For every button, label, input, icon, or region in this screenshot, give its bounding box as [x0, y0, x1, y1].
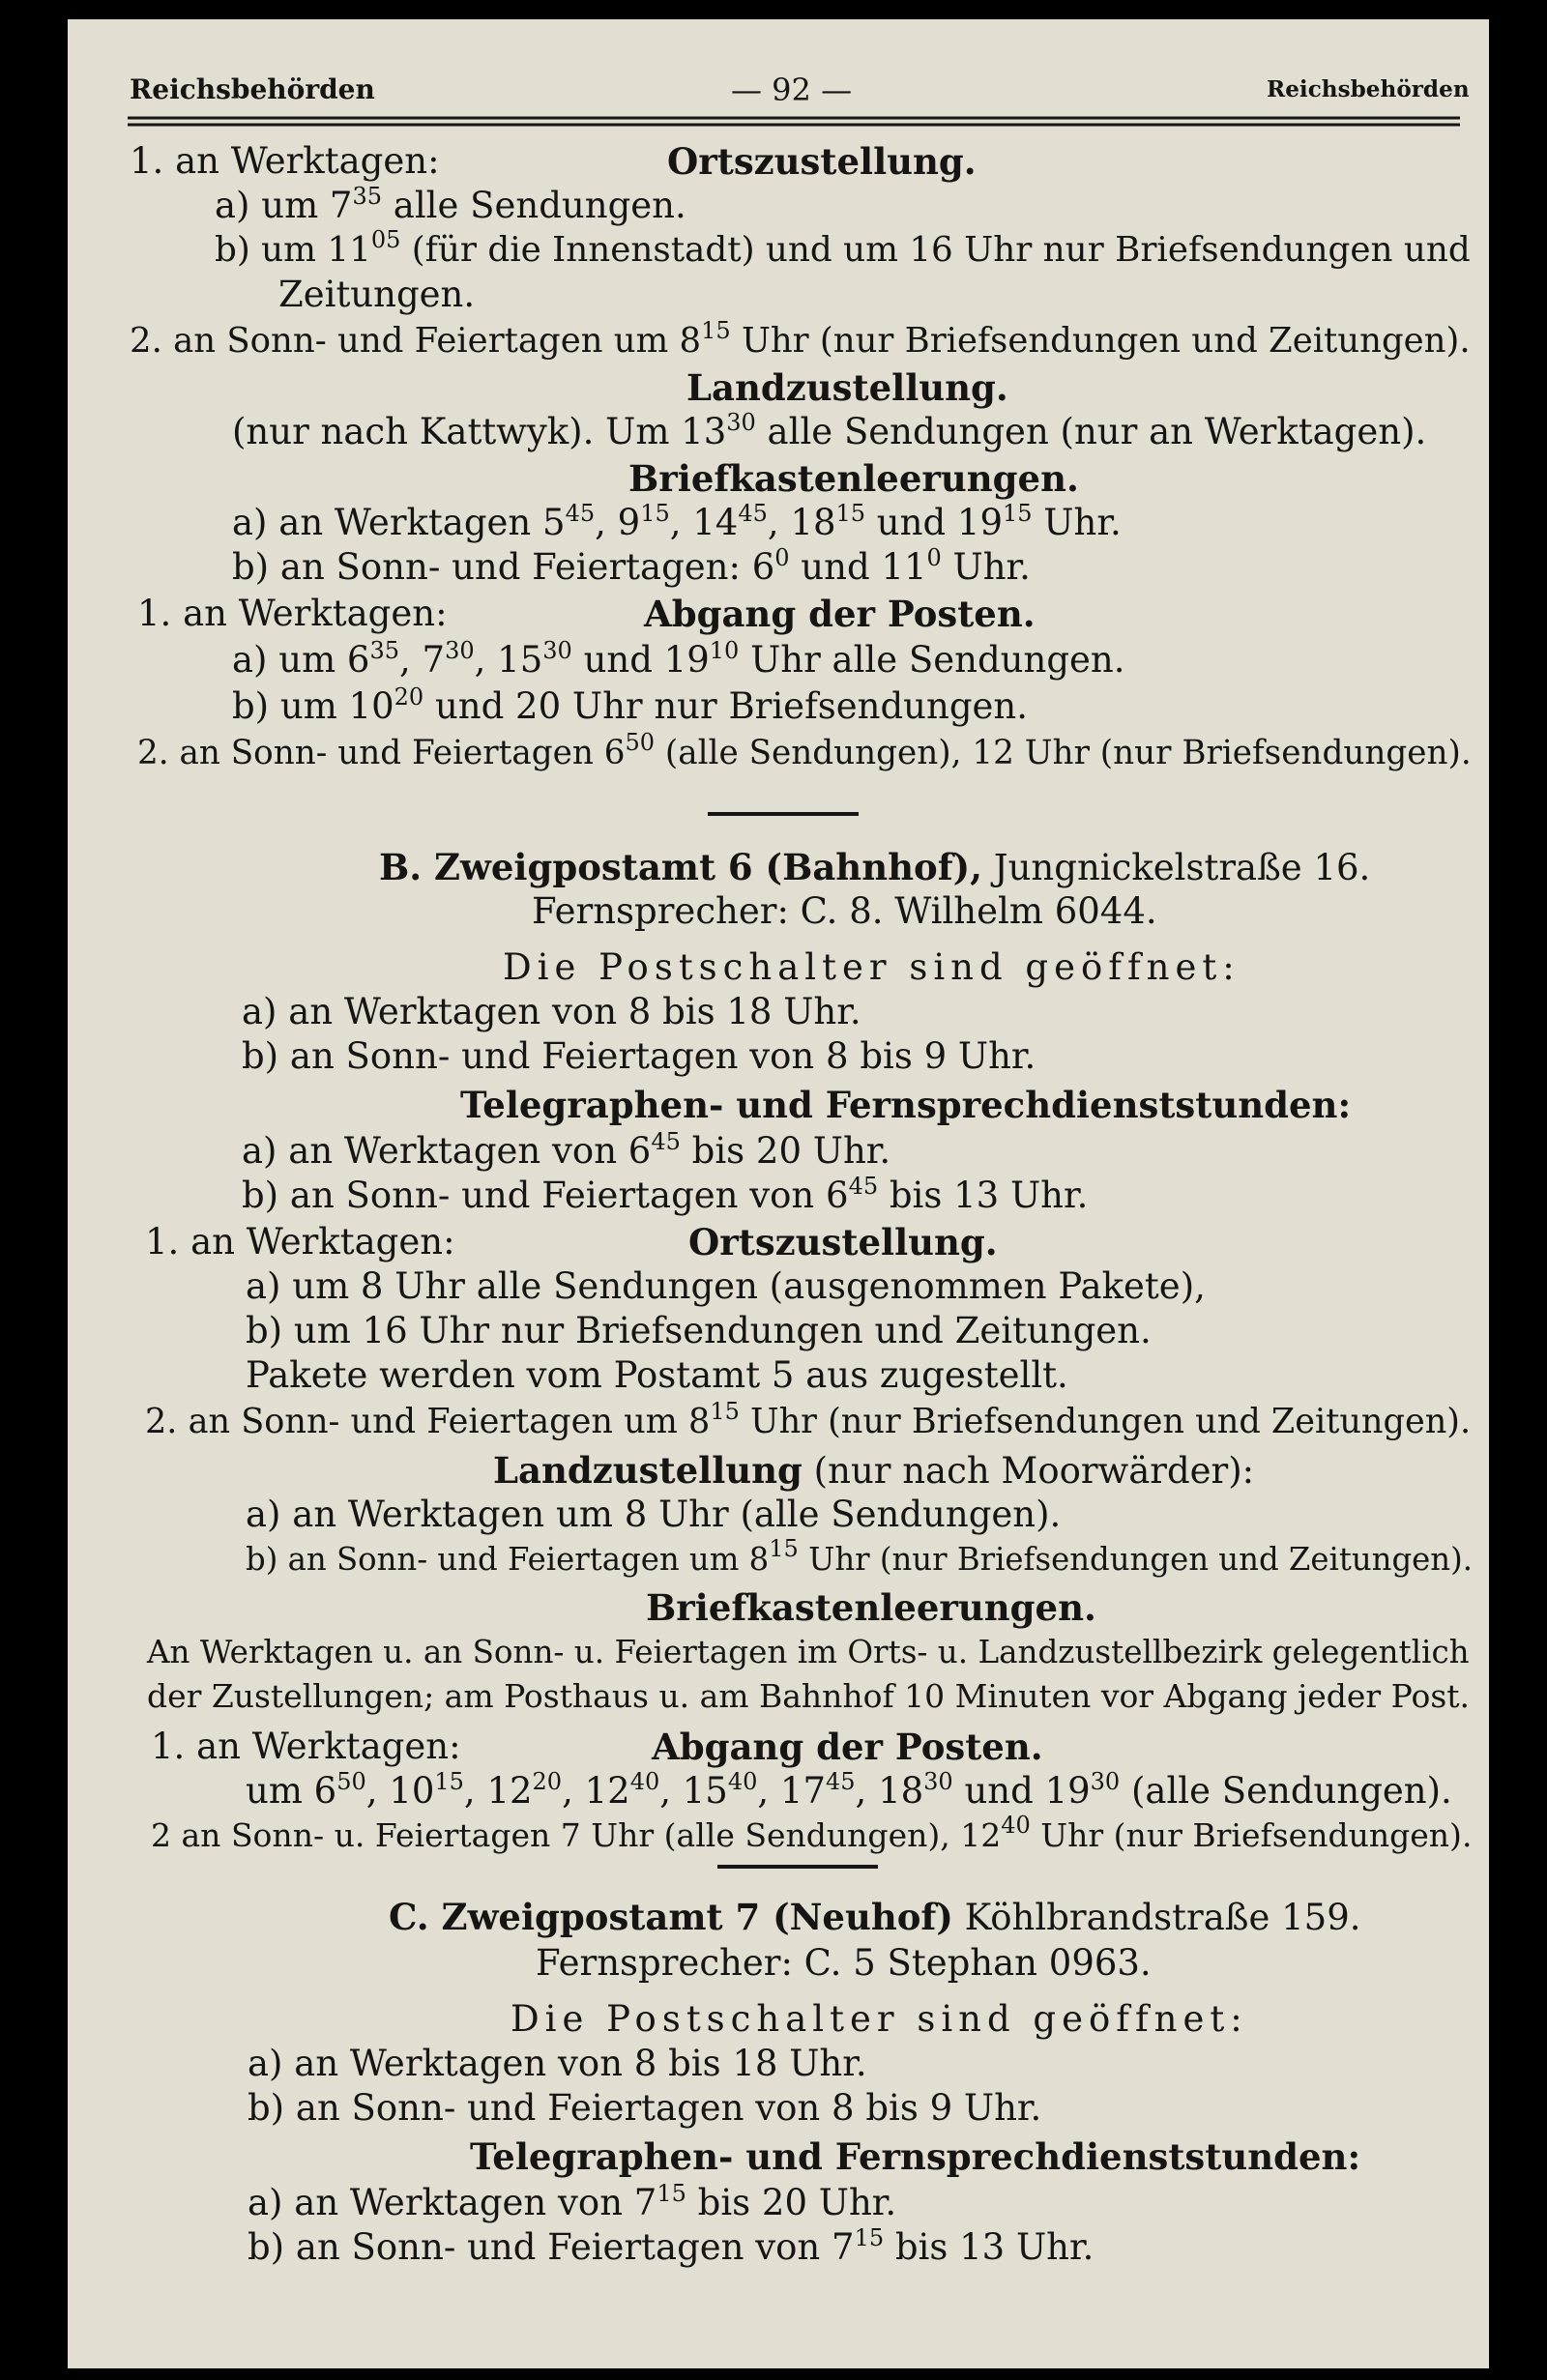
section-c-phone: Fernsprecher: C. 5 Stephan 0963.	[536, 1942, 1152, 1984]
text-line: b) um $10^{20}$ und 20 Uhr nur Briefsendungen.	[232, 683, 1028, 727]
text-line: a) an Werktagen von 8 bis 18 Uhr.	[242, 991, 861, 1032]
text-line: 2 an Sonn- u. Feiertagen 7 Uhr (alle Sendungen), $12^{40}$ Uhr (nur Briefsendungen).	[151, 1812, 1473, 1854]
heading-ortszustellung: Ortszustellung.	[688, 1221, 998, 1263]
heading-briefkastenleerungen: Briefkastenleerungen.	[628, 457, 1079, 500]
heading-briefkastenleerungen: Briefkastenleerungen.	[646, 1586, 1096, 1629]
delivery-weekdays-label: 1. an Werktagen:	[130, 140, 440, 182]
running-head-left: Reichsbehörden	[130, 73, 375, 105]
text-line: b) um 16 Uhr nur Briefsendungen und Zeitungen.	[246, 1310, 1152, 1351]
text-line: a) an Werktagen von $6^{45}$ bis 20 Uhr.	[242, 1128, 891, 1172]
text-line: b) an Sonn- und Feiertagen um $8^{15}$ Uhr (nur Briefsendungen und Zeitungen).	[246, 1535, 1474, 1578]
section-b-title: B. Zweigpostamt 6 (Bahnhof), Jungnickelstraße 16.	[379, 846, 1371, 888]
text-line: b) an Sonn- und Feiertagen: $6^0$ und $11^0$ Uhr.	[232, 544, 1031, 588]
heading-telegraphen: Telegraphen- und Fernsprechdienststunden:	[470, 2135, 1361, 2178]
landzustellung-line: Landzustellung (nur nach Moorwärder):	[493, 1449, 1255, 1492]
text-line: a) um $7^{35}$ alle Sendungen.	[215, 183, 686, 226]
text-line: b) an Sonn- und Feiertagen von $6^{45}$ bis 13 Uhr.	[242, 1173, 1089, 1216]
heading-telegraphen: Telegraphen- und Fernsprechdienststunden:	[460, 1084, 1352, 1126]
departure-weekdays-label: 1. an Werktagen:	[137, 593, 448, 634]
text-line: a) an Werktagen von $7^{15}$ bis 20 Uhr.	[248, 2180, 897, 2223]
heading-abgang-der-posten: Abgang der Posten.	[652, 1726, 1043, 1768]
text-line: Pakete werden vom Postamt 5 aus zugestellt.	[246, 1354, 1068, 1396]
text-line: 2. an Sonn- und Feiertagen um $8^{15}$ Uhr (nur Briefsendungen und Zeitungen).	[130, 317, 1471, 361]
section-c-title: C. Zweigpostamt 7 (Neuhof) Köhlbrandstraße 159.	[389, 1896, 1361, 1938]
document-page	[68, 19, 1489, 2368]
text-line: um $6^{50}$, $10^{15}$, $12^{20}$, $12^{40}$, $15^{40}$, $17^{45}$, $18^{30}$ und $19^{30}$ (alle Sendungen).	[246, 1768, 1452, 1812]
heading-abgang-der-posten: Abgang der Posten.	[644, 593, 1036, 635]
departure-weekdays-label: 1. an Werktagen:	[151, 1726, 461, 1767]
text-line: b) an Sonn- und Feiertagen von 8 bis 9 Uhr.	[242, 1035, 1036, 1077]
text-line: b) an Sonn- und Feiertagen von $7^{15}$ bis 13 Uhr.	[248, 2224, 1095, 2268]
heading-postschalter: Die Postschalter sind geöffnet:	[503, 946, 1241, 988]
text-line: a) um 8 Uhr alle Sendungen (ausgenommen Pakete),	[246, 1265, 1206, 1307]
text-line: a) an Werktagen um 8 Uhr (alle Sendungen).	[246, 1494, 1062, 1535]
text-line: 2. an Sonn- und Feiertagen um $8^{15}$ Uhr (nur Briefsendungen und Zeitungen).	[145, 1398, 1472, 1441]
text-line: 2. an Sonn- und Feiertagen $6^{50}$ (alle Sendungen), 12 Uhr (nur Briefsendungen).	[137, 729, 1472, 772]
text-line: a) an Werktagen $5^{45}$, $9^{15}$, $14^{45}$, $18^{15}$ und $19^{15}$ Uhr.	[232, 500, 1122, 543]
text-line: der Zustellungen; am Posthaus u. am Bahnhof 10 Minuten vor Abgang jeder Post.	[147, 1677, 1470, 1715]
page-number: — 92 —	[731, 72, 853, 108]
text-line: a) an Werktagen von 8 bis 18 Uhr.	[248, 2043, 867, 2084]
delivery-weekdays-label: 1. an Werktagen:	[145, 1221, 455, 1263]
heading-landzustellung: Landzustellung.	[686, 366, 1008, 409]
text-line: An Werktagen u. an Sonn- u. Feiertagen im Orts- u. Landzustellbezirk gelegentlich	[147, 1634, 1470, 1670]
text-line: Zeitungen.	[278, 274, 476, 315]
text-line: b) an Sonn- und Feiertagen von 8 bis 9 Uhr.	[248, 2087, 1042, 2129]
running-head-right: Reichsbehörden	[1267, 76, 1470, 102]
heading-postschalter: Die Postschalter sind geöffnet:	[511, 1998, 1248, 2040]
text-line: (nur nach Kattwyk). Um $13^{30}$ alle Sendungen (nur an Werktagen).	[232, 409, 1427, 452]
heading-ortszustellung: Ortszustellung.	[667, 140, 977, 183]
text-line: b) um $11^{05}$ (für die Innenstadt) und um 16 Uhr nur Briefsendungen und	[215, 226, 1471, 270]
text-line: a) um $6^{35}$, $7^{30}$, $15^{30}$ und $19^{10}$ Uhr alle Sendungen.	[232, 637, 1125, 681]
section-b-phone: Fernsprecher: C. 8. Wilhelm 6044.	[532, 890, 1157, 932]
